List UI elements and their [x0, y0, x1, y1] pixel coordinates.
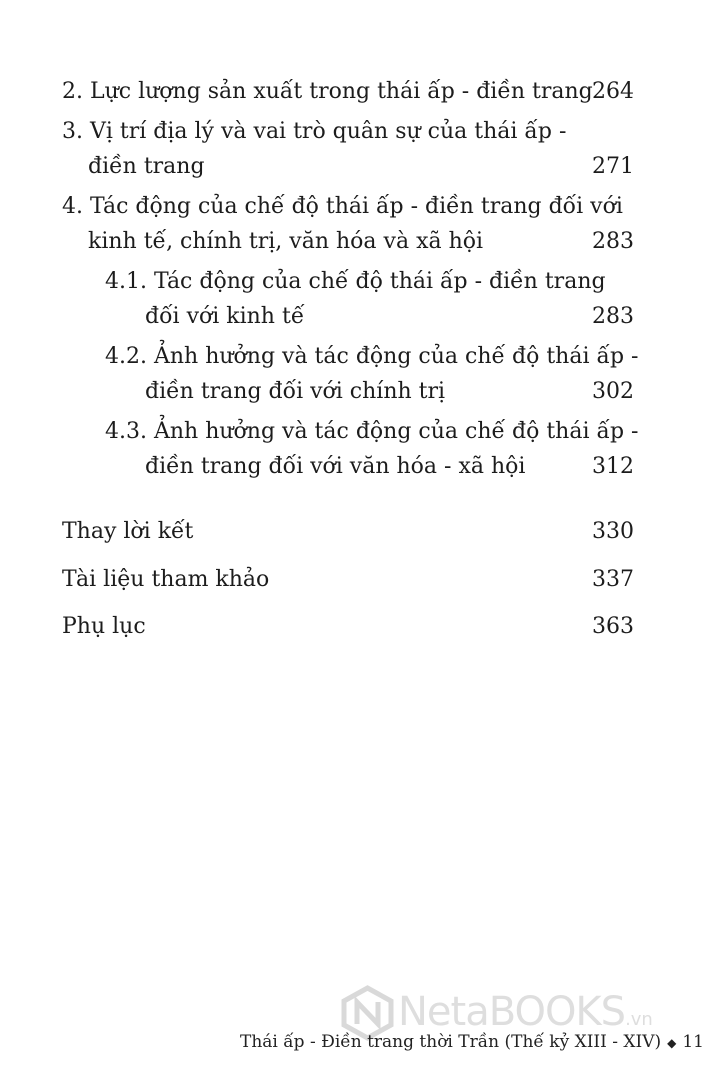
toc-page-number: 302: [592, 379, 634, 404]
watermark-suffix: .vn: [625, 1009, 653, 1030]
toc-page-number: 337: [592, 567, 634, 592]
toc-entry-text-cont: kinh tế, chính trị, văn hóa và xã hội: [88, 229, 484, 254]
toc-entry-text: 2. Lực lượng sản xuất trong thái ấp - điền trang: [62, 79, 593, 104]
toc-page-number: 283: [592, 304, 634, 329]
page-footer: [240, 1032, 704, 1052]
toc-page-number: 264: [592, 79, 634, 104]
toc-entry-text: 4. Tác động của chế độ thái ấp - điền trang đối với: [62, 194, 623, 219]
toc-page-number: 330: [592, 519, 634, 544]
toc-page-number: 312: [592, 454, 634, 479]
toc-page-number: 271: [592, 154, 634, 179]
toc-entry-text: 3. Vị trí địa lý và vai trò quân sự của thái ấp -: [62, 119, 567, 144]
toc-subentry-text-cont: điền trang đối với chính trị: [145, 379, 446, 404]
toc-page-number: 363: [592, 614, 634, 639]
toc-entry-text-cont: điền trang: [88, 154, 205, 179]
footer-separator: ◆: [667, 1035, 677, 1050]
toc-entry-text: Thay lời kết: [62, 519, 194, 544]
toc-entry-text: Phụ lục: [62, 614, 146, 639]
toc-subentry-text-cont: điền trang đối với văn hóa - xã hội: [145, 454, 526, 479]
toc-subentry-text: 4.2. Ảnh hưởng và tác động của chế độ thái ấp -: [105, 344, 639, 369]
toc-subentry-text: 4.3. Ảnh hưởng và tác động của chế độ thái ấp -: [105, 419, 639, 444]
toc-subentry-text-cont: đối với kinh tế: [145, 304, 305, 329]
watermark-text: [398, 989, 653, 1035]
watermark-brand: NetaBOOKS: [398, 989, 626, 1035]
footer-page-number: 11: [682, 1032, 704, 1052]
toc-entry-text: Tài liệu tham khảo: [62, 567, 270, 592]
toc-subentry-text: 4.1. Tác động của chế độ thái ấp - điền trang: [105, 269, 606, 294]
running-title: Thái ấp - Điền trang thời Trần (Thế kỷ XIII - XIV): [240, 1032, 662, 1052]
toc-page-number: 283: [592, 229, 634, 254]
